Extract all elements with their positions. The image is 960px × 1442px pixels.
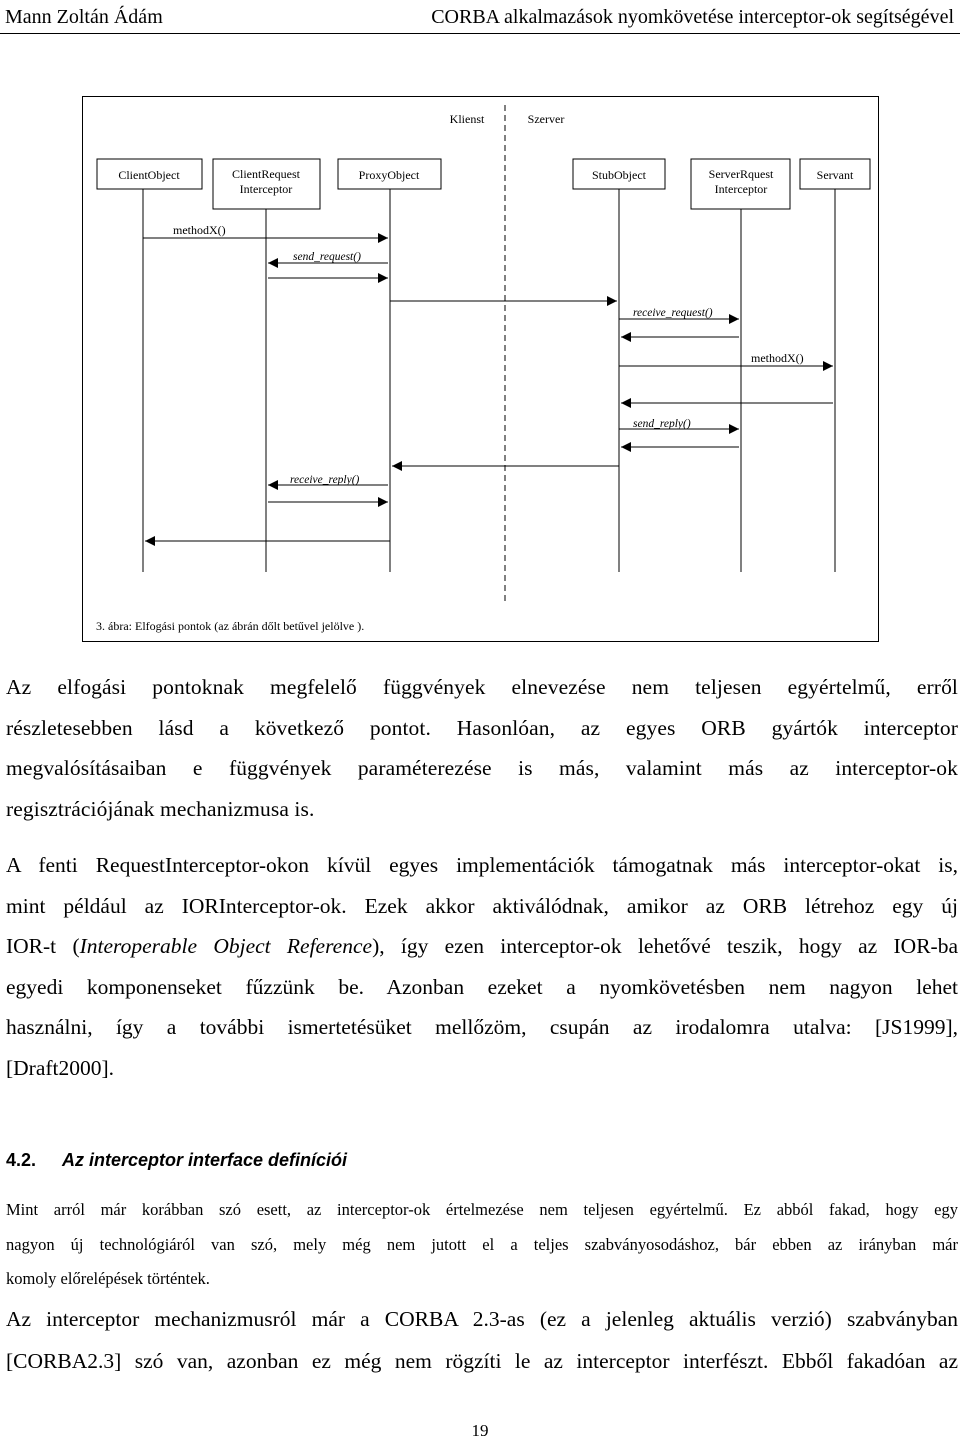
svg-text:ClientObject: ClientObject — [118, 168, 180, 182]
paragraph-intro-small — [6, 1193, 958, 1297]
section-title: Az interceptor interface definíciói — [62, 1150, 348, 1170]
message-label-receive-request: receive_request() — [633, 307, 713, 319]
paragraph-line: A fenti RequestInterceptor-okon kívül egyes implementációk támogatnak más interceptor-okat is, — [6, 853, 958, 877]
paragraph-line: Az interceptor mechanizmusról már a CORBA 2.3-as (ez a jelenleg aktuális verzió) szabványban — [6, 1307, 958, 1331]
object-servant — [800, 159, 870, 189]
object-proxy — [338, 159, 441, 189]
section-heading — [6, 1148, 347, 1172]
header-author: Mann Zoltán Ádám — [5, 6, 163, 28]
paragraph-line: [Draft2000]. — [6, 1055, 115, 1080]
sequence-diagram — [82, 96, 879, 642]
paragraph-line: komoly előrelépések történtek. — [6, 1269, 210, 1288]
message-label-receive-reply: receive_reply() — [290, 474, 360, 486]
paragraph-line: regisztrációjának mechanizmusa is. — [6, 796, 315, 821]
paragraph-ior-interceptor — [6, 845, 958, 1088]
header-title: CORBA alkalmazások nyomkövetése interceptor-ok segítségével — [431, 6, 954, 28]
message-label-send-reply: send_reply() — [633, 418, 691, 430]
paragraph-corba23 — [6, 1298, 958, 1382]
paragraph-elfogasi-pontok — [6, 667, 958, 829]
object-client-request-interceptor — [213, 159, 320, 209]
svg-text:Servant: Servant — [816, 168, 854, 182]
paragraph-line: mint például az IORInterceptor-ok. Ezek akkor aktiválódnak, amikor az ORB létrehoz egy új — [6, 893, 958, 918]
paragraph-line: egyedi komponenseket fűzzünk be. Azonban ezeket a nyomkövetésben nem nagyon lehet — [6, 974, 958, 999]
paragraph-line: Mint arról már korábban szó esett, az interceptor-ok értelmezése nem teljesen egyértelmű. Ez abból fakad, hogy egy — [6, 1200, 958, 1219]
page-number: 19 — [471, 1421, 489, 1440]
paragraph-line — [6, 926, 958, 967]
page-header — [0, 0, 960, 34]
paragraph-line: nagyon új technológiáról van szó, mely még nem jutott el a teljes szabványosodáshoz, bár ebben az irányban már — [6, 1234, 958, 1254]
paragraph-line: használni, így a további ismertetésüket mellőzöm, csupán az irodalomra utalva: [JS1999], — [6, 1015, 958, 1039]
paragraph-line: megvalósításaiban e függvények paraméterezése is más, valamint más az interceptor-ok — [6, 756, 958, 780]
server-side-label: Szerver — [527, 112, 565, 126]
message-label-send-request: send_request() — [293, 251, 361, 263]
svg-text:ProxyObject: ProxyObject — [358, 168, 420, 182]
paragraph-text: ), így ezen interceptor-ok lehetővé teszik, hogy az IOR-ba — [372, 934, 958, 958]
svg-text:ServerRquest: ServerRquest — [708, 167, 774, 181]
svg-text:ClientRequest: ClientRequest — [232, 167, 300, 181]
svg-text:StubObject: StubObject — [592, 168, 646, 182]
figure-caption: 3. ábra: Elfogási pontok (az ábrán dőlt betűvel jelölve ). — [96, 619, 365, 633]
message-label-methodx-servant: methodX() — [751, 351, 804, 365]
paragraph-line: részletesebben lásd a következő pontot. Hasonlóan, az egyes ORB gyártók interceptor — [6, 715, 958, 740]
message-label-methodx-client: methodX() — [173, 223, 226, 237]
svg-text:Interceptor: Interceptor — [239, 182, 293, 196]
paragraph-line: Az elfogási pontoknak megfelelő függvények elnevezése nem teljesen egyértelmű, erről — [6, 675, 958, 699]
svg-text:Interceptor: Interceptor — [714, 182, 768, 196]
paragraph-text: IOR-t ( — [6, 934, 80, 958]
sequence-diagram-svg — [83, 97, 880, 643]
object-stub — [573, 159, 665, 189]
object-server-request-interceptor — [691, 159, 790, 209]
italic-term: Interoperable Object Reference — [79, 934, 373, 958]
section-number: 4.2. — [6, 1150, 37, 1170]
paragraph-line: [CORBA2.3] szó van, azonban ez még nem rögzíti le az interceptor interfészt. Ebből fakadóan az — [6, 1349, 958, 1373]
object-client — [97, 159, 202, 189]
client-side-label: Klienst — [449, 112, 485, 126]
